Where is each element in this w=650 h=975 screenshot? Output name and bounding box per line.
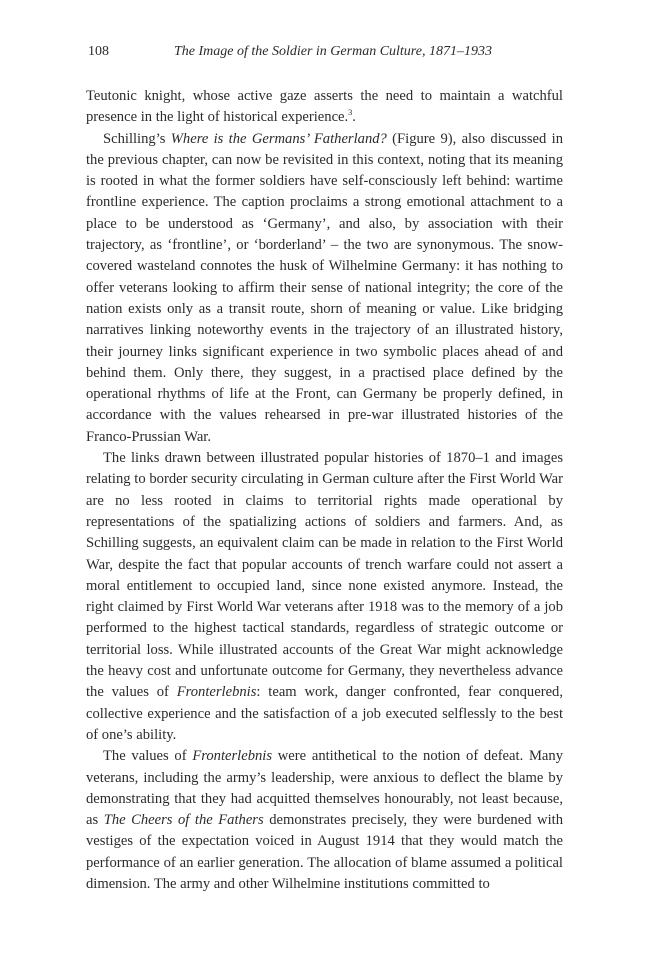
text-run: Teutonic knight, whose active gaze asserts the need to maintain a watchful presence in the light of historical experience.: [86, 88, 563, 126]
page-header: [88, 44, 564, 66]
paragraph: [86, 448, 563, 746]
text-run: Schilling’s: [103, 130, 171, 147]
text-run: .: [352, 109, 356, 126]
text-run: The links drawn between illustrated popular histories of 1870–1 and images relating to border security circulating in German culture after the First World War are no less rooted in claims to territorial rights made operational by representations of the spatializing actions of soldiers and farmers. And, as Schilling suggests, an equivalent claim can be made in relation to the First World War, despite the fact that popular accounts of trench warfare could not assert a moral entitlement to occupied land, since none existed anymore. Instead, the right claimed by First World War veterans after 1918 was to the memory of a job performed to the highest tactical standards, regardless of strategic outcome or territorial loss. While illustrated accounts of the Great War might acknowledge the heavy cost and unfortunate outcome for Germany, they nevertheless advance the values of: [86, 450, 563, 701]
running-title: The Image of the Soldier in German Culture, 1871–1933: [174, 44, 492, 59]
text-run: (Figure 9), also discussed in the previous chapter, can now be revisited in this context, noting that its meaning is rooted in what the former soldiers have self-consciously left behind: wartime frontline experience. The caption proclaims a strong emotional attachment to a place to be understood as ‘Germany’, and also, by association with their trajectory, as ‘frontline’, or ‘borderland’ – the two are synonymous. The snow-covered wasteland connotes the husk of Wilhelmine Germany: it has nothing to offer veterans looking to affirm their sense of national integrity; the core of the nation exists only as a transit route, shorn of meaning or value. Like bridging narratives linking noteworthy events in the trajectory of an illustrated history, their journey links significant experience in two symbolic places ahead of and behind them. Only there, they suggest, in a practised place defined by the operational rhythms of life at the Front, can Germany be properly defined, in accordance with the values rehearsed in pre-war illustrated histories of the Franco-Prussian War.: [86, 130, 564, 445]
italic-title: The Cheers of the Fathers: [103, 812, 264, 829]
italic-title: Fronterlebnis: [176, 684, 257, 701]
footnote-marker: 3: [348, 108, 353, 118]
text-run: : team work, danger confronted, fear conquered, collective experience and the satisfaction of a job executed selflessly to the best of one’s ability.: [86, 684, 563, 743]
page-number: 108: [88, 44, 109, 59]
paragraph: [86, 746, 563, 895]
italic-title: Where is the Germans’ Fatherland?: [170, 130, 387, 147]
italic-title: Fronterlebnis: [192, 748, 273, 765]
text-run: were antithetical to the notion of defeat. Many veterans, including the army’s leadership, were anxious to deflect the blame by demonstrating that they had acquitted themselves honourably, not least because, as: [86, 748, 563, 829]
body-text: [86, 86, 563, 895]
paragraph: [86, 86, 563, 129]
text-run: The values of: [103, 748, 193, 765]
text-run: demonstrates precisely, they were burdened with vestiges of the expectation voiced in August 1914 that they would match the performance of an earlier generation. The allocation of blame assumed a political dimension. The army and other Wilhelmine institutions committed to: [86, 812, 563, 892]
paragraph: [86, 129, 563, 448]
